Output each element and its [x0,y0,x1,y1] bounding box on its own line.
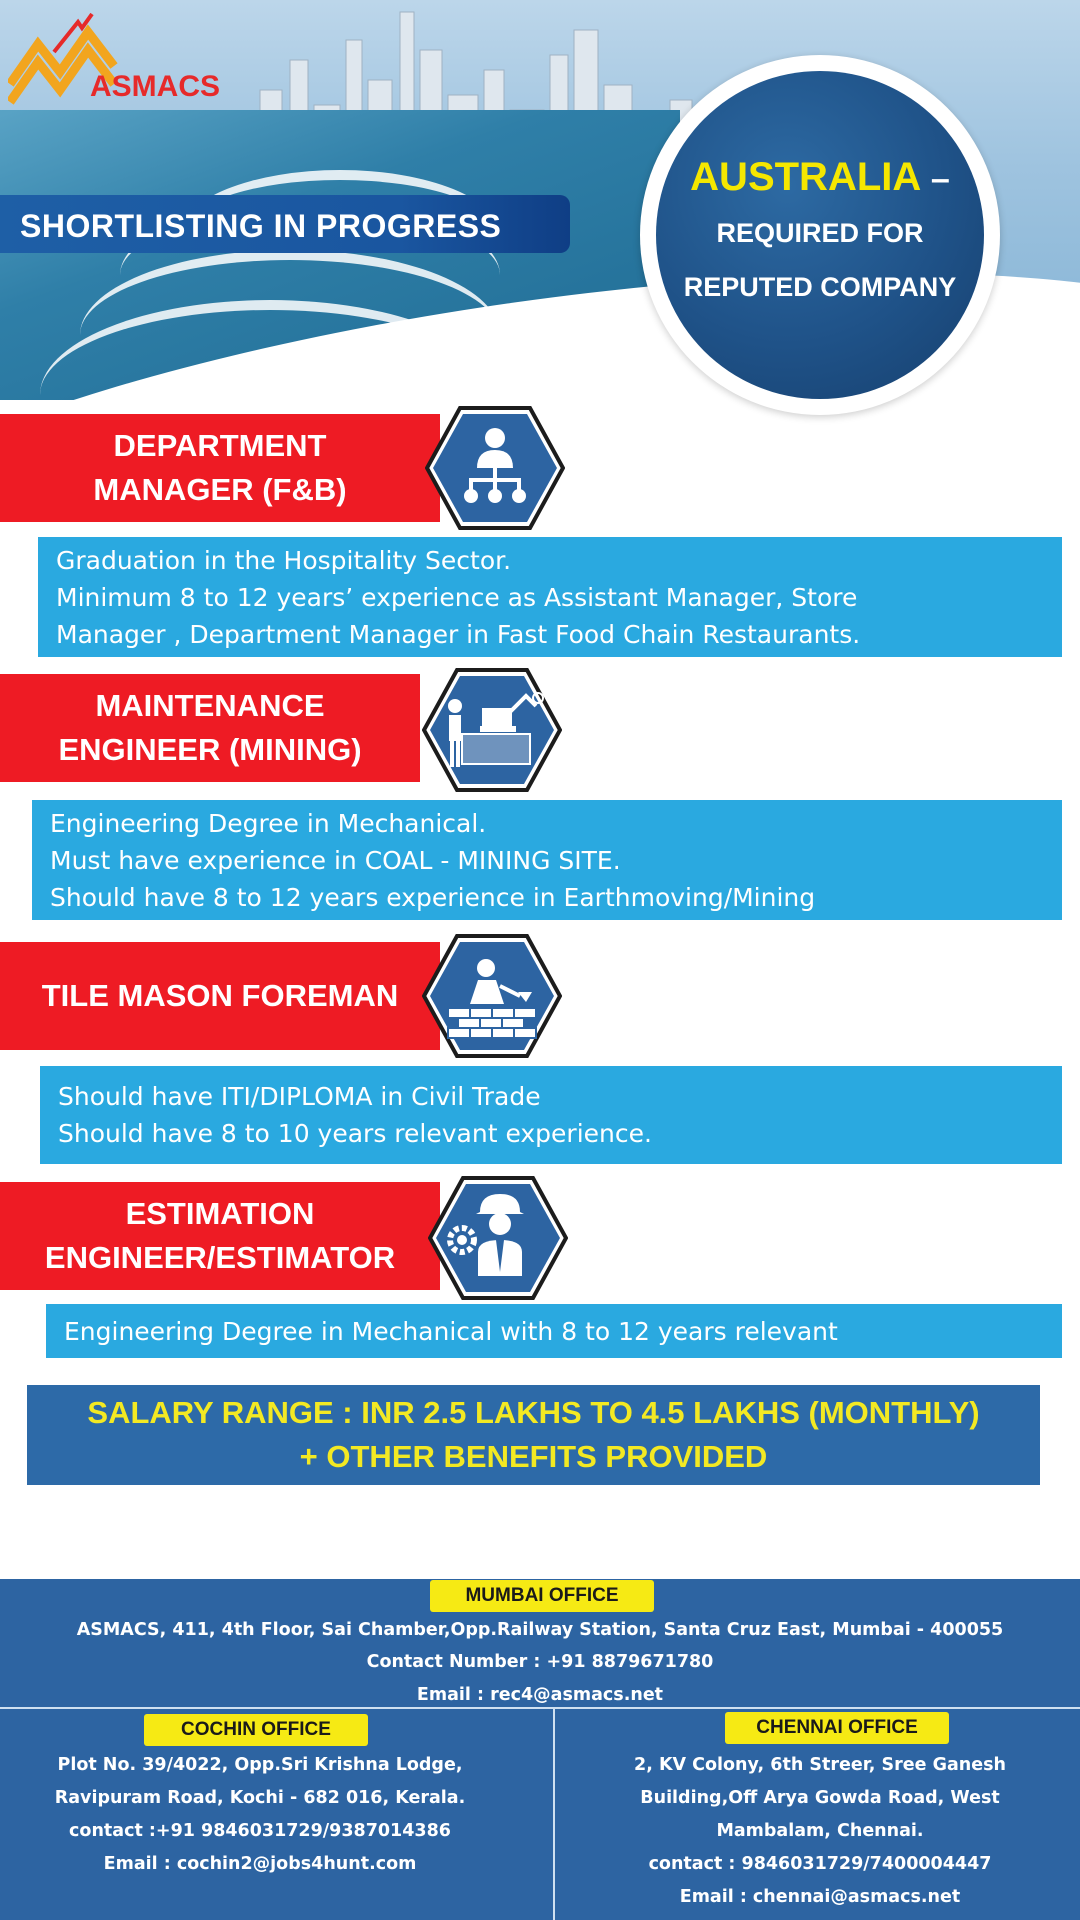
chennai-address-line-2: Building,Off Arya Gowda Road, West [640,1788,1000,1808]
manager-hierarchy-icon [425,406,565,530]
job-icon-badge [422,668,562,792]
engineer-gear-icon [428,1176,568,1300]
country-label: AUSTRALIA [690,155,920,199]
brand-name: ASMACS [90,70,221,103]
job-description [38,537,1062,657]
desc-line: Minimum 8 to 12 years’ experience as Assistant Manager, Store [56,582,858,612]
salary-line-1: SALARY RANGE : INR 2.5 LAKHS TO 4.5 LAKHS (MONTHLY) [87,1395,980,1430]
job-title-tile-mason [0,942,440,1050]
footer-divider [0,1707,1080,1709]
chennai-address-line-3: Mambalam, Chennai. [716,1821,924,1841]
chennai-office-tag: CHENNAI OFFICE [725,1712,949,1744]
job-title-line: MAINTENANCE [95,688,325,723]
desc-line: Graduation in the Hospitality Sector. [56,545,512,575]
cochin-address-line-2: Ravipuram Road, Kochi - 682 016, Kerala. [54,1788,466,1808]
desc-line: Should have ITI/DIPLOMA in Civil Trade [58,1082,541,1111]
job-title-estimation-engineer [0,1182,440,1290]
mumbai-email: Email : rec4@asmacs.net [416,1685,664,1705]
cochin-email: Email : cochin2@jobs4hunt.com [103,1854,417,1874]
chennai-email: Email : chennai@asmacs.net [679,1887,961,1907]
job-title-line: DEPARTMENT [113,428,327,463]
job-icon-badge [422,934,562,1058]
mining-excavator-icon [422,668,562,792]
job-icon-badge [425,406,565,530]
salary-line-2: + OTHER BENEFITS PROVIDED [299,1439,768,1474]
job-description [32,800,1062,920]
job-title-line: ESTIMATION [125,1196,315,1231]
desc-line: Manager , Department Manager in Fast Food Chain Restaurants. [56,619,861,649]
mumbai-office-tag: MUMBAI OFFICE [430,1580,654,1612]
job-icon-badge [428,1176,568,1300]
required-line-2: REPUTED COMPANY [683,272,957,302]
job-title-line: ENGINEER (MINING) [58,732,362,767]
mumbai-contact: Contact Number : +91 8879671780 [366,1652,714,1672]
chennai-contact: contact : 9846031729/7400004447 [648,1854,992,1874]
required-line-1: REQUIRED FOR [716,218,924,248]
country-name [655,155,985,200]
job-title-line: MANAGER (F&B) [93,472,347,507]
country-dash: – [930,160,950,198]
footer-divider-vertical [553,1707,555,1920]
job-description [46,1304,1062,1358]
chennai-address-line-1: 2, KV Colony, 6th Streer, Sree Ganesh [634,1755,1006,1775]
shortlisting-text: SHORTLISTING IN PROGRESS [20,208,502,244]
cochin-office-tag: COCHIN OFFICE [144,1714,368,1746]
desc-line: Must have experience in COAL - MINING SITE. [50,845,621,875]
desc-line: Engineering Degree in Mechanical. [50,808,487,838]
job-title-line: TILE MASON FOREMAN [41,978,399,1013]
job-title-line: ENGINEER/ESTIMATOR [44,1240,396,1275]
cochin-address-line-1: Plot No. 39/4022, Opp.Sri Krishna Lodge, [57,1755,463,1775]
desc-line: Should have 8 to 10 years relevant experience. [58,1119,652,1148]
cochin-contact: contact :+91 9846031729/9387014386 [69,1821,451,1841]
salary-banner [27,1385,1040,1485]
job-title-department-manager [0,414,440,522]
desc-line: Should have 8 to 12 years experience in Earthmoving/Mining [50,882,816,912]
desc-line: Engineering Degree in Mechanical with 8 to 12 years relevant [64,1316,838,1346]
mumbai-address: ASMACS, 411, 4th Floor, Sai Chamber,Opp.Railway Station, Santa Cruz East, Mumbai - 400055 [76,1620,1004,1640]
job-description [40,1066,1062,1164]
mason-worker-icon [422,934,562,1058]
job-title-maintenance-engineer [0,674,420,782]
